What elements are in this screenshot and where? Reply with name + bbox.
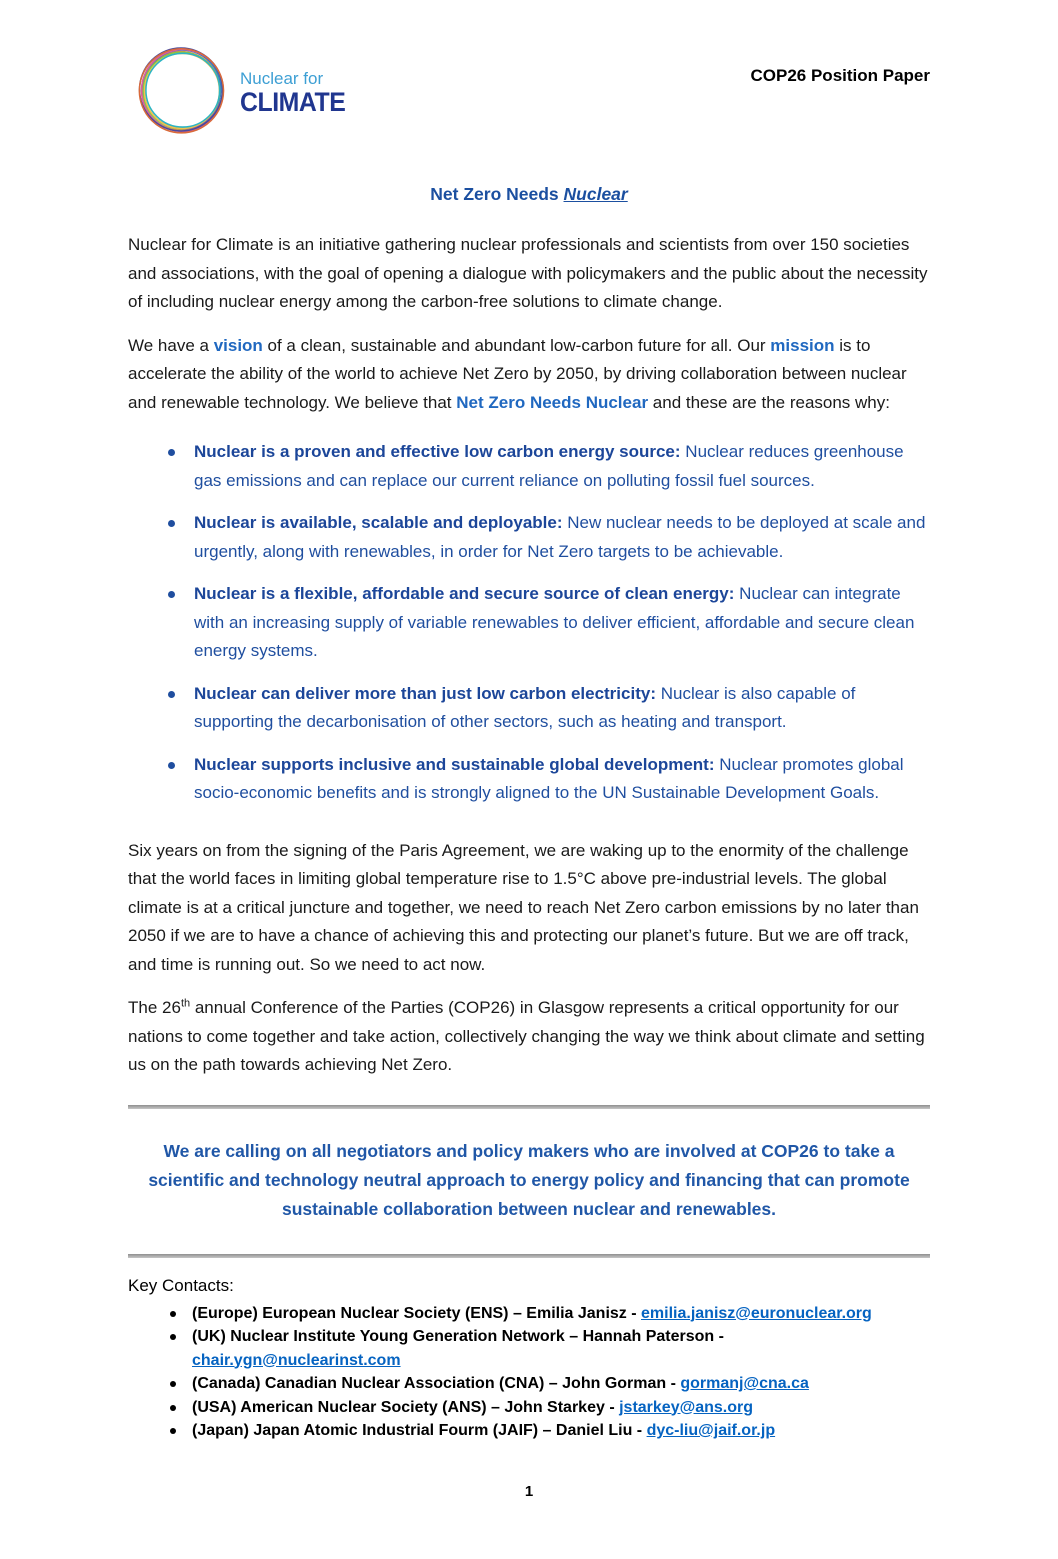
intro-paragraph: Nuclear for Climate is an initiative gathering nuclear professionals and scientists from over 150 societies and associations, with the goal of opening a dialogue with policymakers and the public about the necessity of including nuclear energy among the carbon-free solutions to climate change. <box>128 235 928 311</box>
nuclear-for-climate-logo <box>134 42 354 138</box>
bullet-body: Nuclear promotes global socio-economic benefits and is strongly aligned to the UN Sustainable Development Goals. <box>194 754 904 802</box>
net-zero-needs-nuclear-keyword: Net Zero Needs Nuclear <box>456 392 649 412</box>
bullet-body: Nuclear can integrate with an increasing supply of variable renewables to deliver efficient, affordable and secure clean energy systems. <box>194 584 915 660</box>
contact-label: (Canada) Canadian Nuclear Association (CNA) – John Gorman - <box>192 1375 681 1392</box>
bullet-lead: Nuclear can deliver more than just low carbon electricity: <box>194 683 656 703</box>
reasons-list <box>128 438 930 822</box>
contact-label: (Japan) Japan Atomic Industrial Fourm (JAIF) – Daniel Liu - <box>192 1422 647 1439</box>
contact-item-japan <box>170 1419 930 1443</box>
page-title <box>128 184 930 205</box>
contact-email-link[interactable]: jstarkey@ans.org <box>619 1398 753 1416</box>
callout-statement: We are calling on all negotiators and policy makers who are involved at COP26 to take a scientific and technology neutral approach to energy policy and financing that can promote sustainable collaboration between nuclear and renewables. <box>148 1140 910 1219</box>
list-item <box>168 438 930 495</box>
contacts-list <box>128 1302 930 1443</box>
text-segment: is to accelerate the ability of the world to achieve Net Zero by 2050, by driving collaboration between nuclear and renewable technology. We believe that <box>128 335 907 412</box>
bullet-body: Nuclear reduces greenhouse gas emissions and can replace our current reliance on polluting fossil fuel sources. <box>194 442 904 490</box>
list-item <box>168 751 930 808</box>
contact-item-uk <box>170 1325 930 1372</box>
contact-item-usa <box>170 1396 930 1420</box>
contact-email-link[interactable]: dyc-liu@jaif.or.jp <box>646 1422 776 1439</box>
list-item <box>168 580 930 666</box>
text-segment: annual Conference of the Parties (COP26) in Glasgow represents a critical opportunity for our nations to come together and take action, collectively changing the way we think about climate and setting us on the path towards achieving Net Zero. <box>128 998 925 1074</box>
logo-line-1: Nuclear for <box>240 68 324 88</box>
text-segment: We have a <box>128 335 214 355</box>
contact-label: (USA) American Nuclear Society (ANS) – John Starkey - <box>192 1398 620 1416</box>
ordinal-superscript: th <box>180 997 191 1010</box>
text-segment: and these are the reasons why: <box>648 392 890 412</box>
list-item <box>168 509 930 566</box>
page-footer <box>128 1453 930 1559</box>
cop26-paragraph <box>128 994 930 1080</box>
key-contacts-heading: Key Contacts: <box>128 1275 234 1295</box>
paris-agreement-paragraph: Six years on from the signing of the Paris Agreement, we are waking up to the enormity of the challenge that the world faces in limiting global temperature rise to 1.5°C above pre-industrial levels. The global climate is at a critical juncture and together, we need to reach Net Zero carbon emissions by no later than 2050 if we are to have a chance of achieving this and protecting our planet’s future. But we are off track, and time is running out. So we need to act now. <box>128 840 919 974</box>
contact-label: (Europe) European Nuclear Society (ENS) – Emilia Janisz - <box>192 1304 642 1322</box>
divider-bottom <box>128 1254 930 1258</box>
contact-email-link[interactable]: emilia.janisz@euronuclear.org <box>641 1304 872 1322</box>
title-prefix: Net Zero Needs <box>430 184 564 204</box>
mission-keyword: mission <box>770 335 835 355</box>
bullet-lead: Nuclear is a proven and effective low carbon energy source: <box>194 442 681 461</box>
bullet-body: Nuclear is also capable of supporting the decarbonisation of other sectors, such as heating and transport. <box>194 683 856 731</box>
text-segment: of a clean, sustainable and abundant low-carbon future for all. Our <box>262 335 771 355</box>
contact-label: (UK) Nuclear Institute Young Generation Network – Hannah Paterson - <box>192 1328 724 1345</box>
contact-item-canada <box>170 1372 930 1396</box>
logo-ring-icon <box>134 42 230 138</box>
vision-mission-paragraph <box>128 332 930 418</box>
bullet-lead: Nuclear is available, scalable and deployable: <box>194 513 563 532</box>
page-header <box>128 42 930 138</box>
contact-email-link[interactable]: gormanj@cna.ca <box>680 1375 809 1392</box>
vision-keyword: vision <box>213 335 263 355</box>
logo-line-2: CLIMATE <box>240 86 346 117</box>
bullet-lead: Nuclear is a flexible, affordable and secure source of clean energy: <box>194 584 735 603</box>
page-number: 1 <box>524 1482 534 1500</box>
contact-item-europe <box>170 1302 930 1326</box>
divider-top <box>128 1105 930 1109</box>
text-segment: The 26 <box>128 998 181 1017</box>
logo-wordmark <box>240 70 354 116</box>
document-type-label: COP26 Position Paper <box>750 66 930 85</box>
bullet-body: New nuclear needs to be deployed at scale and urgently, along with renewables, in order for Net Zero targets to be achievable. <box>194 513 926 561</box>
list-item <box>168 680 930 737</box>
title-emphasis: Nuclear <box>563 184 628 204</box>
bullet-lead: Nuclear supports inclusive and sustainable global development: <box>194 754 715 774</box>
contact-email-link[interactable]: chair.ygn@nuclearinst.com <box>192 1351 401 1369</box>
